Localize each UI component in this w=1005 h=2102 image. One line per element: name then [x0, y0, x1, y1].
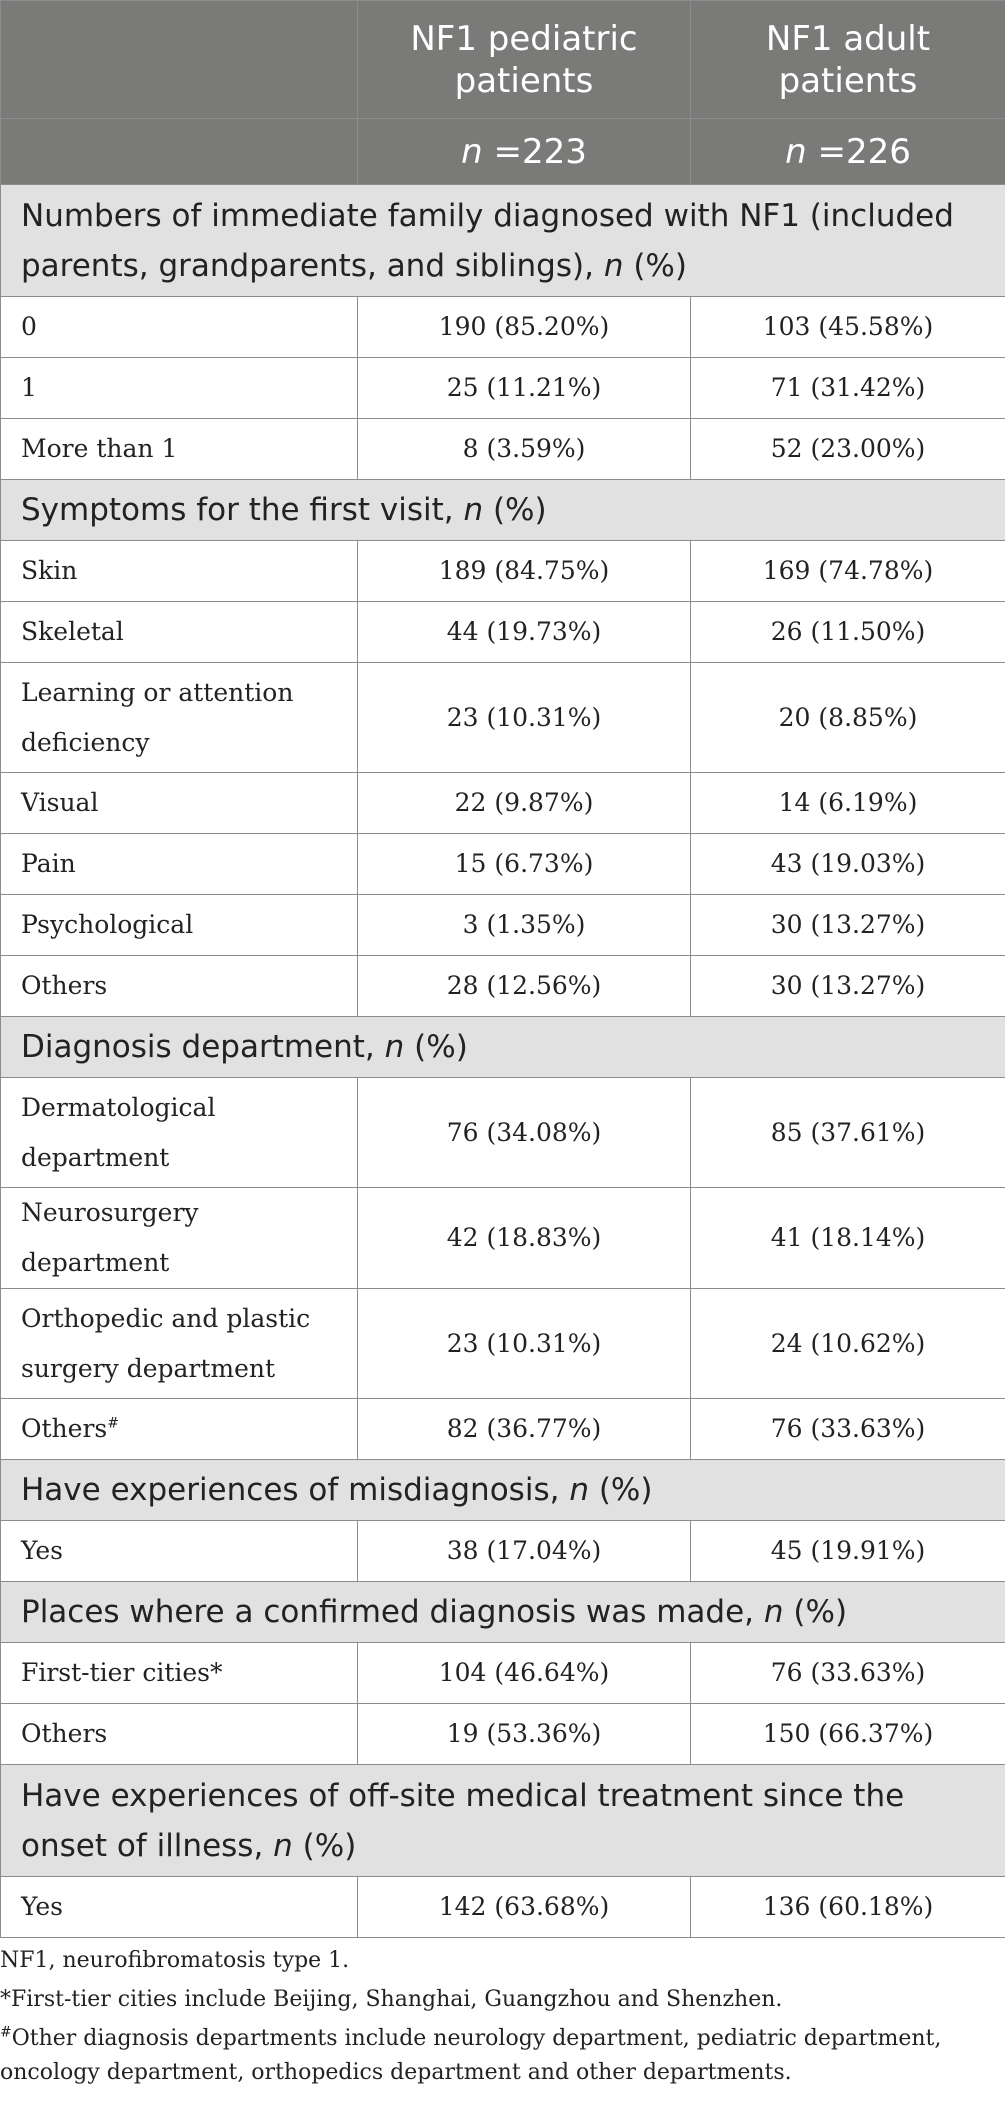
- row-adult-value: 24 (10.62%): [691, 1289, 1005, 1399]
- header-n-pediatric: n =223: [358, 119, 691, 185]
- row-adult-value: 150 (66.37%): [691, 1704, 1005, 1765]
- header-n-row: [1, 119, 1005, 185]
- table-row: [1, 663, 1005, 773]
- table-row: [1, 1521, 1005, 1582]
- row-pediatric-value: 23 (10.31%): [358, 1289, 691, 1399]
- section-places: [1, 1582, 1005, 1643]
- section-misdiagnosis-title: Have experiences of misdiagnosis, n (%): [1, 1460, 1005, 1521]
- section-misdiagnosis: [1, 1460, 1005, 1521]
- row-label: More than 1: [1, 419, 358, 480]
- row-adult-value: 71 (31.42%): [691, 358, 1005, 419]
- table-row: [1, 895, 1005, 956]
- row-label: 0: [1, 297, 358, 358]
- row-pediatric-value: 44 (19.73%): [358, 602, 691, 663]
- row-label: Dermatological department: [1, 1078, 358, 1188]
- table-row: [1, 602, 1005, 663]
- table-row: [1, 297, 1005, 358]
- header-row: [1, 1, 1005, 119]
- row-label: Skin: [1, 541, 358, 602]
- section-symptoms: [1, 480, 1005, 541]
- table-row: [1, 834, 1005, 895]
- table-row: [1, 1399, 1005, 1460]
- row-pediatric-value: 142 (63.68%): [358, 1877, 691, 1938]
- table-row: [1, 358, 1005, 419]
- footnote-first-tier: *First-tier cities include Beijing, Shanghai, Guangzhou and Shenzhen.: [0, 1987, 783, 2012]
- table-row: [1, 541, 1005, 602]
- table-row: [1, 1289, 1005, 1399]
- section-department-title: Diagnosis department, n (%): [1, 1017, 1005, 1078]
- header-empty-cell: [1, 1, 358, 119]
- row-label: Skeletal: [1, 602, 358, 663]
- section-family-title: Numbers of immediate family diagnosed with NF1 (included parents, grandparents, and siblings), n (%): [1, 185, 1005, 297]
- header-n-empty-cell: [1, 119, 358, 185]
- row-adult-value: 136 (60.18%): [691, 1877, 1005, 1938]
- row-adult-value: 30 (13.27%): [691, 895, 1005, 956]
- section-places-title: Places where a confirmed diagnosis was made, n (%): [1, 1582, 1005, 1643]
- row-adult-value: 103 (45.58%): [691, 297, 1005, 358]
- table-row: [1, 1188, 1005, 1289]
- row-pediatric-value: 42 (18.83%): [358, 1188, 691, 1289]
- row-adult-value: 45 (19.91%): [691, 1521, 1005, 1582]
- row-label: Others#: [1, 1399, 358, 1460]
- section-department: [1, 1017, 1005, 1078]
- table-row: [1, 1704, 1005, 1765]
- row-pediatric-value: 82 (36.77%): [358, 1399, 691, 1460]
- row-adult-value: 52 (23.00%): [691, 419, 1005, 480]
- row-pediatric-value: 3 (1.35%): [358, 895, 691, 956]
- row-pediatric-value: 38 (17.04%): [358, 1521, 691, 1582]
- row-adult-value: 14 (6.19%): [691, 773, 1005, 834]
- header-n-adult: n =226: [691, 119, 1005, 185]
- footnote-abbreviation: NF1, neurofibromatosis type 1.: [0, 1948, 350, 1973]
- row-pediatric-value: 8 (3.59%): [358, 419, 691, 480]
- section-family: [1, 185, 1005, 297]
- row-adult-value: 20 (8.85%): [691, 663, 1005, 773]
- table-row: [1, 1078, 1005, 1188]
- row-adult-value: 30 (13.27%): [691, 956, 1005, 1017]
- row-label: Yes: [1, 1521, 358, 1582]
- table-row: [1, 773, 1005, 834]
- row-pediatric-value: 22 (9.87%): [358, 773, 691, 834]
- row-adult-value: 169 (74.78%): [691, 541, 1005, 602]
- row-adult-value: 26 (11.50%): [691, 602, 1005, 663]
- table-row: [1, 419, 1005, 480]
- row-label: Others: [1, 1704, 358, 1765]
- table-row: [1, 1643, 1005, 1704]
- row-adult-value: 43 (19.03%): [691, 834, 1005, 895]
- row-pediatric-value: 15 (6.73%): [358, 834, 691, 895]
- row-pediatric-value: 189 (84.75%): [358, 541, 691, 602]
- footnote-other-departments: #Other diagnosis departments include neurology department, pediatric department, oncology department, orthopedics department and other departments.: [0, 2024, 942, 2085]
- row-pediatric-value: 28 (12.56%): [358, 956, 691, 1017]
- row-pediatric-value: 76 (34.08%): [358, 1078, 691, 1188]
- row-label: Orthopedic and plastic surgery department: [1, 1289, 358, 1399]
- hash-footnote-mark: #: [0, 2024, 12, 2041]
- header-adult: NF1 adult patients: [691, 1, 1005, 119]
- row-label: Others: [1, 956, 358, 1017]
- table-row: [1, 956, 1005, 1017]
- row-label: Learning or attention deficiency: [1, 663, 358, 773]
- row-pediatric-value: 23 (10.31%): [358, 663, 691, 773]
- row-adult-value: 41 (18.14%): [691, 1188, 1005, 1289]
- row-pediatric-value: 190 (85.20%): [358, 297, 691, 358]
- row-label: 1: [1, 358, 358, 419]
- row-adult-value: 76 (33.63%): [691, 1399, 1005, 1460]
- row-label: Psychological: [1, 895, 358, 956]
- row-pediatric-value: 104 (46.64%): [358, 1643, 691, 1704]
- row-label: Neurosurgery department: [1, 1188, 358, 1289]
- hash-footnote-mark: #: [107, 1415, 119, 1432]
- row-pediatric-value: 25 (11.21%): [358, 358, 691, 419]
- row-pediatric-value: 19 (53.36%): [358, 1704, 691, 1765]
- section-offsite: [1, 1765, 1005, 1877]
- section-offsite-title: Have experiences of off-site medical treatment since the onset of illness, n (%): [1, 1765, 1005, 1877]
- row-adult-value: 85 (37.61%): [691, 1078, 1005, 1188]
- section-symptoms-title: Symptoms for the first visit, n (%): [1, 480, 1005, 541]
- row-label: First-tier cities*: [1, 1643, 358, 1704]
- row-label: Visual: [1, 773, 358, 834]
- row-label: Yes: [1, 1877, 358, 1938]
- table-row: [1, 1877, 1005, 1938]
- header-pediatric: NF1 pediatric patients: [358, 1, 691, 119]
- row-adult-value: 76 (33.63%): [691, 1643, 1005, 1704]
- row-label: Pain: [1, 834, 358, 895]
